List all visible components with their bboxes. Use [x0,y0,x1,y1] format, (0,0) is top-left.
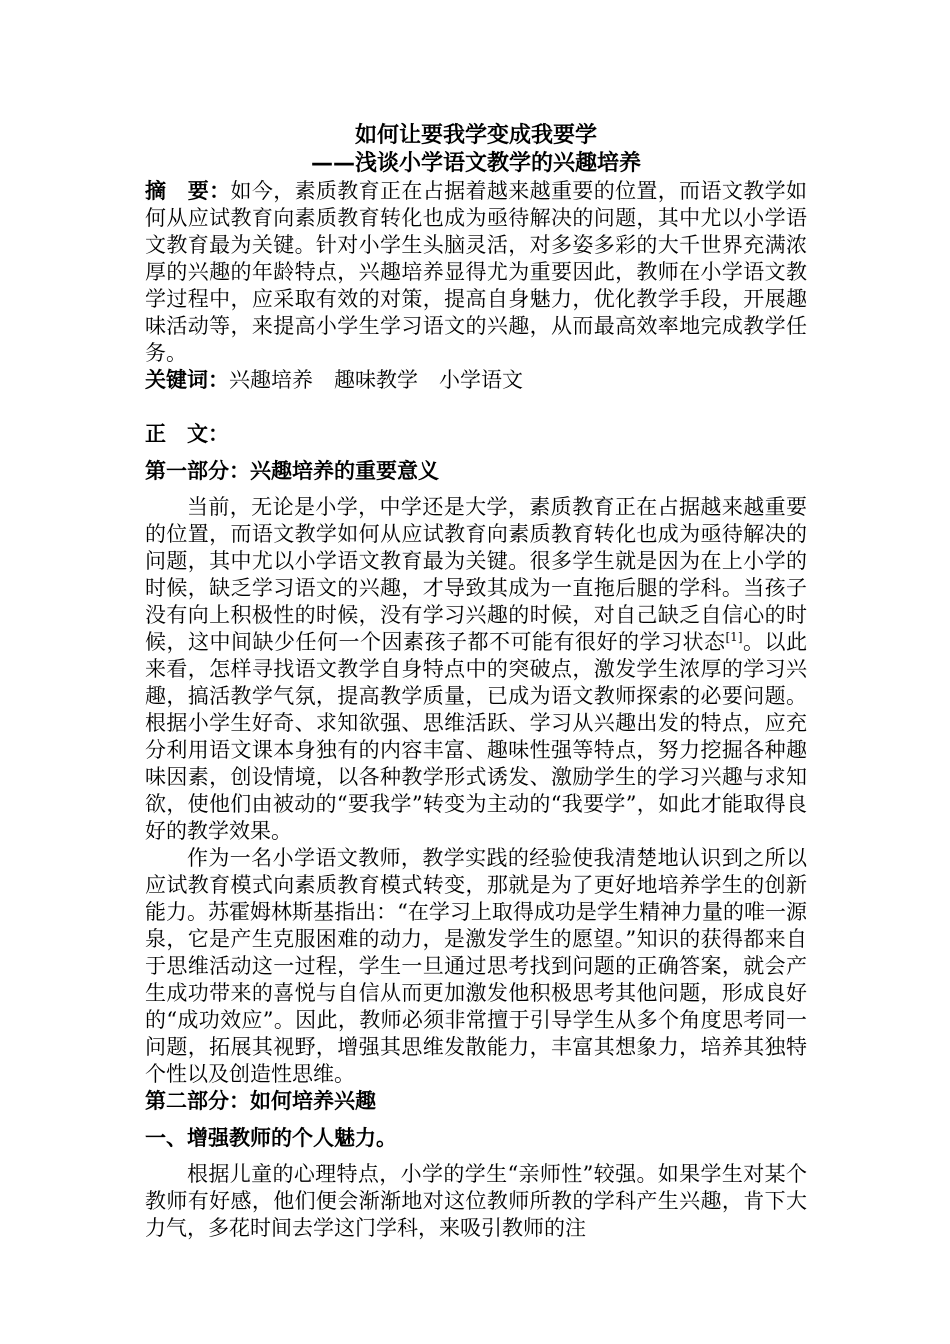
keywords [145,367,807,394]
abstract-text: 如今，素质教育正在占据着越来越重要的位置，而语文教学如何从应试教育向素质教育转化也成为亟待解决的问题，其中尤以小学语文教育最为关键。针对小学生头脑灵活，对多姿多彩的大千世界充满浓厚的兴趣的年龄特点，兴趣培养显得尤为重要因此，教师在小学语文教学过程中，应采取有效的对策，提高自身魅力，优化教学手段，开展趣味活动等，来提高小学生学习语文的兴趣，从而最高效率地完成教学任务。 [145,179,807,365]
document-title: 如何让要我学变成我要学 [354,123,597,148]
section1-heading: 一、增强教师的个人魅力。 [145,1126,397,1150]
part2-heading: 第二部分：如何培养兴趣 [145,1089,376,1113]
part1-heading: 第一部分：兴趣培养的重要意义 [145,459,439,483]
keywords-label: 关键词： [145,368,229,392]
section1-paragraph-1: 根据儿童的心理特点，小学的学生“亲师性”较强。如果学生对某个教师有好感，他们便会渐渐地对这位教师所教的学科产生兴趣，肯下大力气，多花时间去学这门学科，来吸引教师的注 [145,1162,807,1240]
part1-paragraph-1 [145,494,807,845]
part1-paragraph-1-text-a: 当前，无论是小学，中学还是大学，素质教育正在占据越来越重要的位置，而语文教学如何从应试教育向素质教育转化也成为亟待解决的问题，其中尤以小学语文教育最为关键。很多学生就是因为在上小学的时候，缺乏学习语文的兴趣，才导致其成为一直拖后腿的学科。当孩子没有向上积极性的时候，没有学习兴趣的时候，对自己缺乏自信心的时候，这中间缺少任何一个因素孩子都不可能有很好的学习状态 [145,495,807,654]
document-subtitle: ——浅谈小学语文教学的兴趣培养 [310,151,641,176]
citation-ref: [1] [725,630,743,644]
part1-paragraph-1-text-b: 。以此来看，怎样寻找语文教学自身特点中的突破点，激发学生浓厚的学习兴趣，搞活教学气氛，提高教学质量，已成为语文教师探索的必要问题。根据小学生好奇、求知欲强、思维活跃、学习从兴趣出发的特点，应充分利用语文课本身独有的内容丰富、趣味性强等特点，努力挖掘各种趣味因素，创设情境，以各种教学形式诱发、激励学生的学习兴趣与求知欲，使他们由被动的“要我学”转变为主动的“我要学”，如此才能取得良好的教学效果。 [145,630,807,843]
body-label: 正 文： [145,422,229,446]
keywords-text: 兴趣培养 趣味教学 小学语文 [229,368,523,392]
abstract-label: 摘 要： [145,179,231,203]
abstract [145,178,807,367]
part1-paragraph-2: 作为一名小学语文教师，教学实践的经验使我清楚地认识到之所以应试教育模式向素质教育模式转变，那就是为了更好地培养学生的创新能力。苏霍姆林斯基指出：“在学习上取得成功是学生精神力量的唯一源泉，它是产生克服困难的动力，是激发学生的愿望。”知识的获得都来自于思维活动这一过程，学生一旦通过思考找到问题的正确答案，就会产生成功带来的喜悦与自信从而更加激发他积极思考其他问题，形成良好的“成功效应”。因此，教师必须非常擅于引导学生从多个角度思考同一问题，拓展其视野，增强其思维发散能力，丰富其想象力，培养其独特个性以及创造性思维。 [145,846,807,1086]
document-page [145,116,807,1242]
